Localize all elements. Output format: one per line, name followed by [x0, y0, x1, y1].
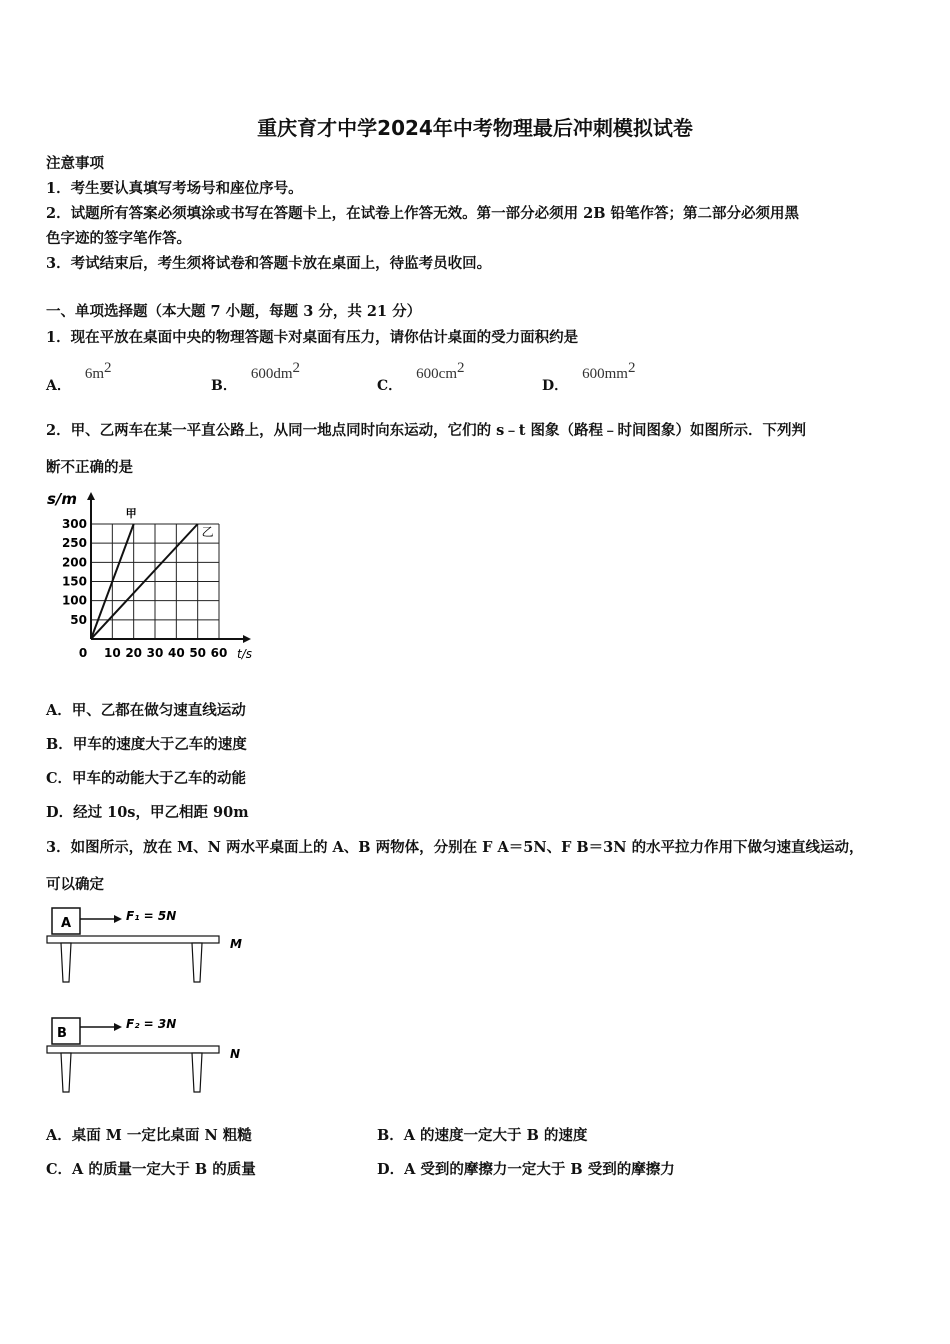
y-axis-arrow	[87, 492, 95, 500]
y-tick-label: 250	[61, 536, 87, 551]
q1-option-b: B．$600dm^2$	[211, 360, 301, 395]
x-tick-label: 60	[210, 646, 228, 660]
question-3-stem-cont: 可以确定	[46, 876, 104, 893]
x-axis-arrow	[243, 635, 251, 643]
series-label-jia: 甲	[125, 507, 137, 520]
q1-option-c: C．$600cm^2$	[377, 360, 465, 395]
q3-option-c: C．A 的质量一定大于 B 的质量	[46, 1161, 256, 1178]
notice-heading: 注意事项	[46, 155, 104, 172]
q1-option-d: D．$600mm^2$	[542, 360, 636, 395]
notice-item: 3．考试结束后，考生须将试卷和答题卡放在桌面上，待监考员收回。	[46, 255, 492, 272]
x-tick-label: 10	[103, 646, 121, 660]
table-m-figure	[44, 902, 264, 992]
y-tick-label: 100	[61, 593, 87, 608]
force-label-f1: F₁ = 5N	[126, 909, 177, 923]
y-axis-label: s/m	[47, 490, 78, 508]
table-leg	[192, 943, 202, 982]
notice-item: 色字迹的签字笔作答。	[46, 230, 191, 247]
page-title: 重庆育才中学2024年中考物理最后冲刺模拟试卷	[257, 116, 693, 140]
x-tick-label: 50	[189, 646, 207, 660]
x-tick-label: 0	[78, 646, 88, 660]
st-graph	[44, 486, 264, 672]
y-tick-label: 200	[61, 555, 87, 570]
table-n-figure	[44, 1012, 264, 1102]
force-arrow-head	[114, 915, 122, 923]
y-tick-label: 150	[61, 574, 87, 589]
block-b-label: B	[57, 1026, 67, 1041]
y-tick-label: 50	[70, 612, 87, 627]
q2-option-a: A．甲、乙都在做匀速直线运动	[46, 702, 246, 719]
question-3-stem: 3．如图所示，放在 M、N 两水平桌面上的 A、B 两物体，分别在 F A＝5N、F B＝3N 的水平拉力作用下做匀速直线运动，	[46, 839, 864, 856]
table-label-m: M	[230, 937, 242, 951]
q2-option-d: D．经过 10s，甲乙相距 90m	[46, 804, 249, 821]
force-arrow-head	[114, 1023, 122, 1031]
section-heading: 一、单项选择题（本大题 7 小题，每题 3 分，共 21 分）	[46, 303, 422, 320]
x-tick-label: 20	[125, 646, 143, 660]
chart-grid	[91, 524, 219, 639]
table-top-m	[47, 936, 219, 943]
x-tick-label: 30	[146, 646, 164, 660]
block-a-label: A	[60, 916, 72, 931]
table-leg	[192, 1053, 202, 1092]
table-leg	[61, 1053, 71, 1092]
force-label-f2: F₂ = 3N	[126, 1017, 177, 1031]
table-leg	[61, 943, 71, 982]
notice-item: 2．试题所有答案必须填涂或书写在答题卡上，在试卷上作答无效。第一部分必须用 2B 铅笔作答；第二部分必须用黑	[46, 205, 800, 222]
q2-option-b: B．甲车的速度大于乙车的速度	[46, 736, 247, 753]
q3-option-d: D．A 受到的摩擦力一定大于 B 受到的摩擦力	[377, 1161, 675, 1178]
q3-option-a: A．桌面 M 一定比桌面 N 粗糙	[46, 1127, 252, 1144]
q1-option-a: A．$6m^2$	[46, 360, 112, 395]
question-1-stem: 1．现在平放在桌面中央的物理答题卡对桌面有压力，请你估计桌面的受力面积约是	[46, 329, 579, 346]
q2-option-c: C．甲车的动能大于乙车的动能	[46, 770, 247, 787]
q3-option-b: B．A 的速度一定大于 B 的速度	[377, 1127, 588, 1144]
question-2-stem: 2．甲、乙两车在某一平直公路上，从同一地点同时向东运动，它们的 s﹣t 图象（路程﹣时间图象）如图所示．下列判	[46, 422, 807, 439]
question-2-stem-cont: 断不正确的是	[46, 459, 133, 476]
y-tick-label: 300	[61, 517, 87, 531]
table-label-n: N	[230, 1047, 241, 1061]
x-tick-labels	[79, 646, 228, 660]
y-tick-labels	[62, 517, 87, 627]
x-tick-label: 40	[167, 646, 185, 660]
notice-item: 1．考生要认真填写考场号和座位序号。	[46, 180, 303, 197]
x-axis-label: t/s	[237, 647, 252, 661]
table-top-n	[47, 1046, 219, 1053]
series-label-yi: 乙	[201, 525, 214, 539]
